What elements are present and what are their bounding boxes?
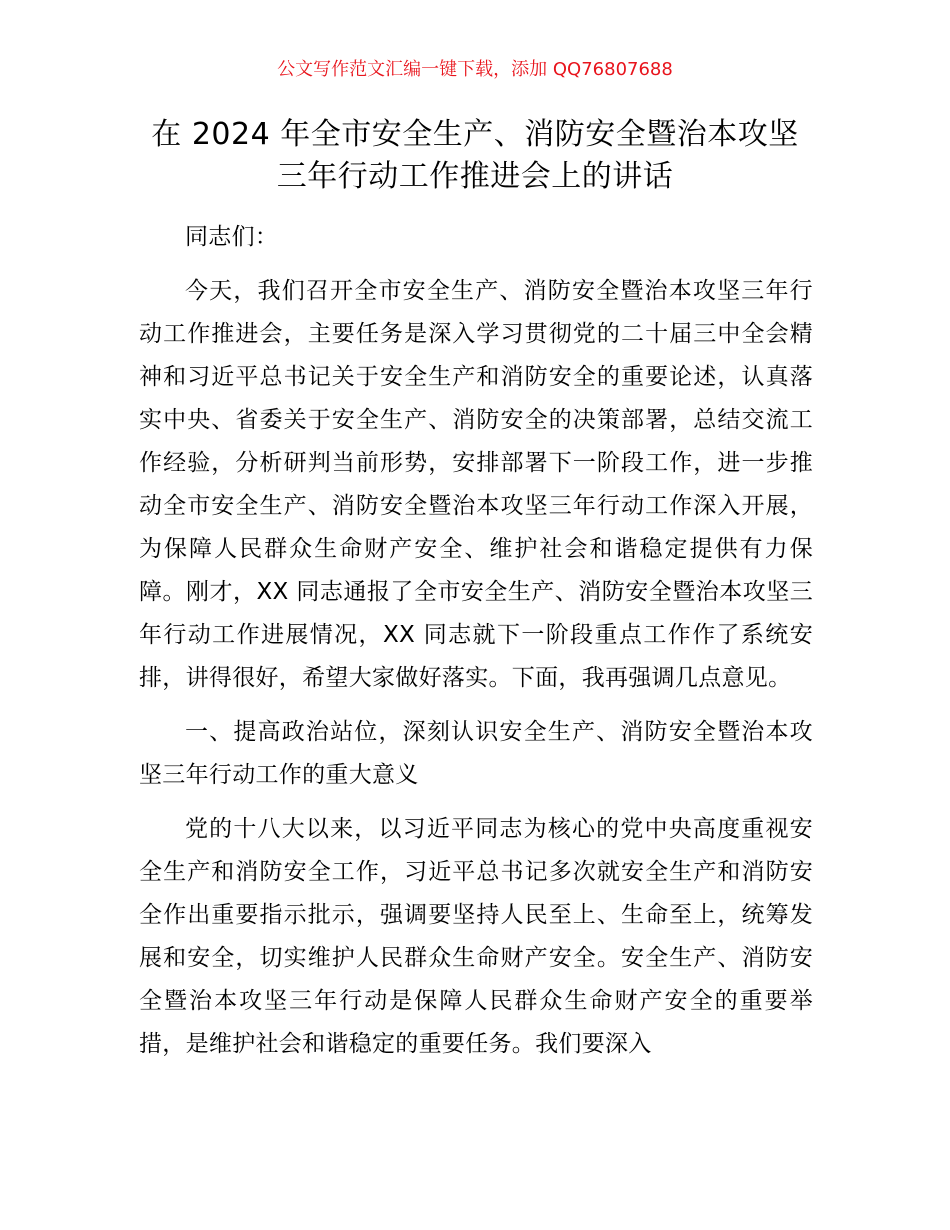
watermark-banner: 公文写作范文汇编一键下载，添加 QQ76807688 <box>277 59 673 80</box>
document-title <box>130 114 820 198</box>
paragraph-intro: 今天，我们召开全市安全生产、消防安全暨治本攻坚三年行动工作推进会，主要任务是深入学习贯彻党的二十届三中全会精神和习近平总书记关于安全生产和消防安全的重要论述，认真落实中央、省委关于安全生产、消防安全的决策部署，总结交流工作经验，分析研判当前形势，安排部署下一阶段工作，进一步推动全市安全生产、消防安全暨治本攻坚三年行动工作深入开展，为保障人民群众生命财产安全、维护社会和谐稳定提供有力保障。刚才，XX 同志通报了全市安全生产、消防安全暨治本攻坚三年行动工作进展情况，XX 同志就下一阶段重点工作作了系统安排，讲得很好，希望大家做好落实。下面，我再强调几点意见。 <box>139 278 813 691</box>
document-body <box>139 216 813 1077</box>
salutation: 同志们： <box>185 224 279 250</box>
paragraph-section-1: 党的十八大以来，以习近平同志为核心的党中央高度重视安全生产和消防安全工作，习近平总书记多次就安全生产和消防安全作出重要指示批示，强调要坚持人民至上、生命至上，统筹发展和安全，切实维护人民群众生命财产安全。安全生产、消防安全暨治本攻坚三年行动是保障人民群众生命财产安全的重要举措，是维护社会和谐稳定的重要任务。我们要深入 <box>139 816 813 1057</box>
title-line-2: 三年行动工作推进会上的讲话 <box>276 159 674 194</box>
title-line-1: 在 2024 年全市安全生产、消防安全暨治本攻坚 <box>151 117 799 152</box>
section-heading-1: 一、提高政治站位，深刻认识安全生产、消防安全暨治本攻坚三年行动工作的重大意义 <box>139 719 813 788</box>
